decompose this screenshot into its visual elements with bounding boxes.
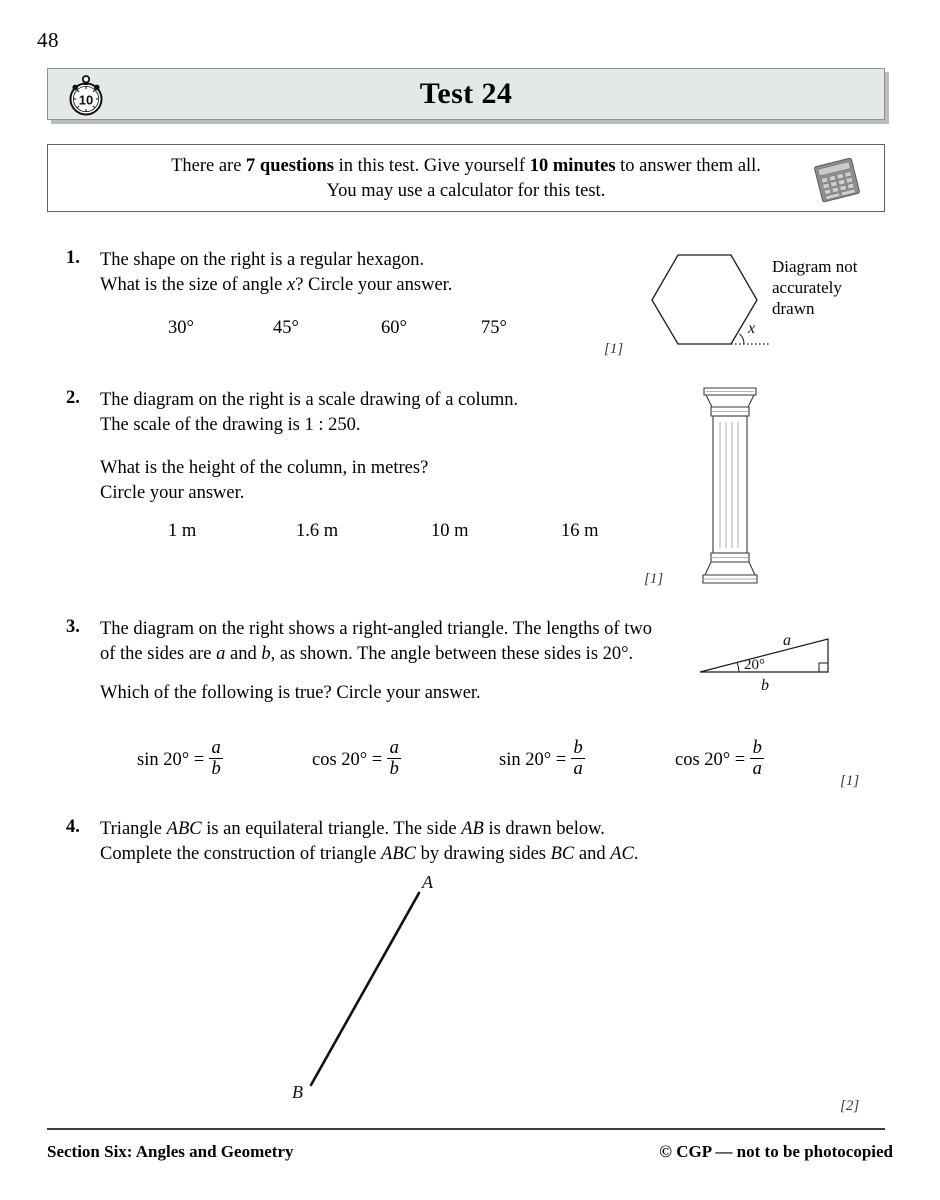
- note-line-2: accurately: [772, 278, 842, 297]
- triangle-side-a-label: a: [783, 632, 791, 649]
- triangle-side-b-label: b: [761, 677, 769, 694]
- stopwatch-minutes-label: 10: [78, 92, 94, 108]
- question-1-marks: [1]: [604, 341, 624, 357]
- question-1-option-2[interactable]: 45°: [273, 318, 299, 338]
- question-4-line-2: Complete the construction of triangle ABC by drawing sides BC and AC.: [100, 844, 639, 864]
- option-4-fraction: $\frac{b}{a}$: [750, 741, 764, 778]
- question-3-line-3: Which of the following is true? Circle your answer.: [100, 683, 481, 703]
- note-line-1: Diagram not: [772, 257, 858, 276]
- calculator-icon: [806, 157, 868, 203]
- instructions-text: [48, 154, 884, 204]
- question-4-number: 4.: [66, 817, 80, 837]
- option-4-function: cos 20° =: [675, 750, 746, 770]
- question-4-line-1: Triangle ABC is an equilateral triangle. The side AB is drawn below.: [100, 819, 605, 839]
- hexagon-diagram: [645, 250, 775, 355]
- question-3-option-1[interactable]: [137, 738, 223, 779]
- question-1-option-3[interactable]: 60°: [381, 318, 407, 338]
- question-3-marks: [1]: [840, 773, 860, 789]
- question-3-option-3[interactable]: [499, 738, 585, 779]
- option-3-function: sin 20° =: [499, 750, 567, 770]
- question-1-line-1: The shape on the right is a regular hexagon.: [100, 250, 425, 270]
- question-3-number: 3.: [66, 617, 80, 637]
- option-2-function: cos 20° =: [312, 750, 383, 770]
- question-3-text: [100, 617, 700, 706]
- question-1-options: [168, 318, 568, 339]
- option-1-fraction: $\frac{a}{b}$: [209, 741, 223, 778]
- line-segment-ab-diagram: [275, 872, 455, 1107]
- question-2-option-4[interactable]: 16 m: [561, 521, 599, 541]
- page-title: Test 24: [419, 77, 513, 110]
- question-3-line-1: The diagram on the right shows a right-angled triangle. The lengths of two: [100, 619, 652, 639]
- question-2-option-2[interactable]: 1.6 m: [296, 521, 339, 541]
- note-line-3: drawn: [772, 299, 815, 318]
- point-b-label: B: [292, 1082, 303, 1102]
- question-2-number: 2.: [66, 388, 80, 408]
- question-2-option-3[interactable]: 10 m: [431, 521, 469, 541]
- question-2-text: [100, 388, 680, 506]
- option-1-function: sin 20° =: [137, 750, 205, 770]
- instructions-line-1: There are 7 questions in this test. Give yourself 10 minutes to answer them all.: [171, 156, 761, 176]
- hexagon-diagram-note: [772, 256, 912, 319]
- question-2-line-2: The scale of the drawing is 1 : 250.: [100, 415, 361, 435]
- hexagon-angle-label: x: [748, 320, 756, 337]
- column-diagram: [695, 384, 765, 588]
- question-2-line-4: Circle your answer.: [100, 483, 245, 503]
- question-1-option-1[interactable]: 30°: [168, 318, 194, 338]
- instructions-box: [47, 144, 885, 212]
- test-title-bar: [47, 68, 885, 120]
- question-1-line-2: What is the size of angle x? Circle your answer.: [100, 275, 453, 295]
- question-3-option-4[interactable]: [675, 738, 764, 779]
- point-a-label: A: [422, 872, 433, 892]
- question-1-number: 1.: [66, 248, 80, 268]
- footer-section-label: Section Six: Angles and Geometry: [47, 1142, 294, 1161]
- question-2-marks: [1]: [644, 571, 664, 587]
- footer-divider: [47, 1128, 885, 1130]
- question-3-option-2[interactable]: [312, 738, 401, 779]
- question-2-line-1: The diagram on the right is a scale drawing of a column.: [100, 390, 519, 410]
- question-4-text: [100, 817, 720, 867]
- question-2-line-3: What is the height of the column, in metres?: [100, 458, 429, 478]
- footer-copyright: © CGP — not to be photocopied: [659, 1142, 893, 1161]
- question-2-options: [168, 521, 648, 542]
- option-3-fraction: $\frac{b}{a}$: [571, 741, 585, 778]
- triangle-angle-label: 20°: [744, 657, 765, 673]
- instructions-line-2: You may use a calculator for this test.: [326, 181, 606, 201]
- right-triangle-diagram: [695, 618, 855, 698]
- question-3-line-2: of the sides are a and b, as shown. The angle between these sides is 20°.: [100, 644, 634, 664]
- question-4-marks: [2]: [840, 1098, 860, 1114]
- question-1-text: [100, 248, 660, 298]
- page-number: 48: [37, 28, 59, 52]
- option-2-fraction: $\frac{a}{b}$: [387, 741, 401, 778]
- question-2-option-1[interactable]: 1 m: [168, 521, 197, 541]
- question-1-option-4[interactable]: 75°: [481, 318, 507, 338]
